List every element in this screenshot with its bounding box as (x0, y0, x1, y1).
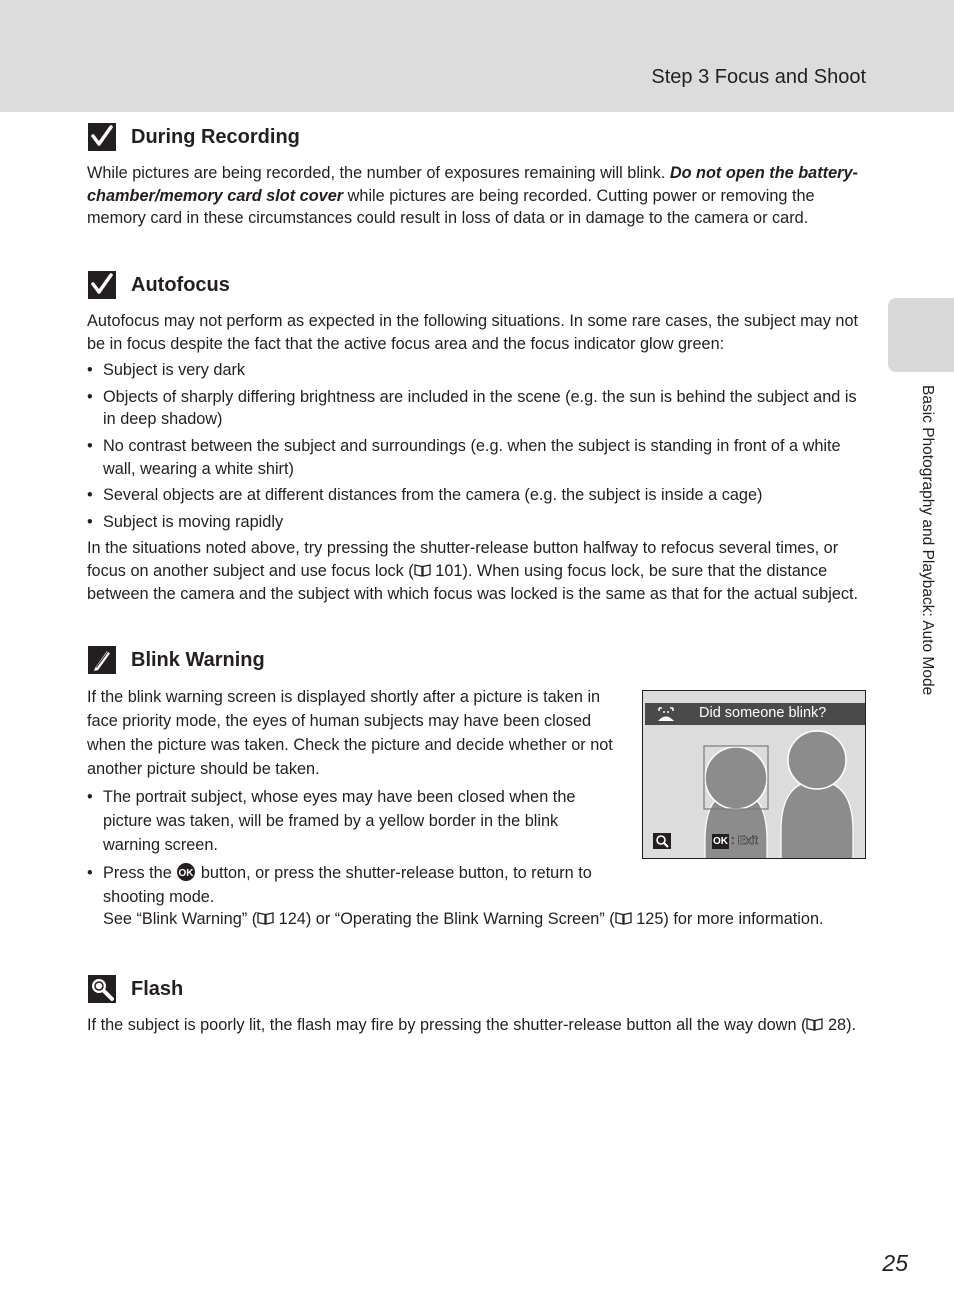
body-text: While pictures are being recorded, the number of exposures remaining will blink. (87, 164, 666, 182)
autofocus-list (87, 359, 867, 533)
blink-warning-screen-illustration (642, 690, 866, 859)
blink-text-column (87, 685, 617, 909)
page-reference-icon (257, 912, 274, 925)
section-title: Autofocus (131, 273, 230, 296)
section-title: Blink Warning (131, 648, 265, 671)
section-autofocus (87, 268, 867, 605)
list-item: • No contrast between the subject and surroundings (e.g. when the subject is standing in front of a white wall, wearing a white shirt) (87, 435, 867, 480)
page-reference: 124 (278, 910, 306, 928)
section-heading (87, 268, 867, 302)
flash-body (87, 1014, 867, 1037)
body-text: while pictures are being recorded. Cutting power or removing the memory card in these circumstances could result in loss of data or in damage to the camera or card. (87, 186, 815, 228)
page-reference-icon (806, 1018, 823, 1031)
page-reference: 101 (435, 561, 463, 580)
body-text: ). (846, 1016, 857, 1034)
page-header-title: Step 3 Focus and Shoot (651, 66, 866, 88)
body-text: Press the (103, 864, 172, 882)
zoom-playback-icon (653, 833, 671, 849)
ok-key-icon: OK (713, 836, 728, 847)
list-item: • The portrait subject, whose eyes may have been closed when the picture was taken, will be framed by a yellow border in the blink warning screen. (87, 785, 617, 857)
section-heading (87, 643, 867, 677)
magnifier-note-icon (87, 974, 117, 1004)
ok-button-icon (176, 862, 196, 882)
list-item: • Subject is very dark (87, 359, 867, 382)
section-heading (87, 120, 867, 154)
svg-text:OK: OK (178, 868, 194, 879)
body-text: button, or press the shutter-release button, to return to shooting mode. (103, 864, 592, 906)
header-band (0, 0, 954, 112)
chapter-tab (888, 298, 954, 372)
section-flash (87, 972, 867, 1037)
pencil-note-icon (87, 645, 117, 675)
list-item: • Objects of sharply differing brightness are included in the scene (e.g. the sun is behind the subject and is in deep shadow) (87, 386, 867, 431)
exit-hint: : Exit (731, 833, 758, 847)
list-item: • Several objects are at different distances from the camera (e.g. the subject is inside a cage) (87, 484, 867, 507)
body-text: ). When using focus lock, be sure that the distance between the camera and the subject with which focus was locked is the same as that for the actual subject. (87, 561, 859, 603)
list-item: • Subject is moving rapidly (87, 511, 867, 534)
check-note-icon (87, 122, 117, 152)
body-text: In the situations noted above, try pressing the shutter-release button halfway to refocus several times, or focus on another subject and use focus lock ( (87, 539, 839, 580)
page-number: 25 (882, 1250, 908, 1276)
page-reference-icon (414, 564, 431, 577)
body-text: ) for more information. (663, 910, 824, 928)
section-title: Flash (131, 977, 184, 1000)
page-reference: 125 (636, 910, 664, 928)
chapter-label: Basic Photography and Playback: Auto Mode (919, 385, 936, 696)
autofocus-intro: Autofocus may not perform as expected in the following situations. In some rare cases, the subject may not be in focus despite the fact that the active focus area and the focus indicator glow green: (87, 312, 859, 353)
section-heading (87, 972, 867, 1006)
blink-intro: If the blink warning screen is displayed shortly after a picture is taken in face priority mode, the eyes of human subjects may have been closed when the picture was taken. Check the picture and decide whether or not another picture should be taken. (87, 688, 613, 778)
section-during-recording (87, 120, 867, 230)
page-reference-icon (615, 912, 632, 925)
body-text: ) or “Operating the Blink Warning Screen” ( (305, 910, 615, 928)
autofocus-outro (87, 537, 867, 605)
blink-list (87, 785, 617, 909)
body-text: If the subject is poorly lit, the flash may fire by pressing the shutter-release button all the way down ( (87, 1016, 807, 1034)
section-title: During Recording (131, 125, 300, 148)
blink-see-also (87, 908, 863, 931)
body-text: See “Blink Warning” ( (103, 910, 258, 928)
list-item (87, 861, 617, 909)
warning-emphasis: Do not open the battery-chamber/memory card slot cover (87, 164, 858, 205)
section-body (87, 162, 867, 230)
screen-banner-text: Did someone blink? (699, 705, 827, 721)
check-note-icon (87, 270, 117, 300)
page-reference: 28 (827, 1016, 847, 1034)
